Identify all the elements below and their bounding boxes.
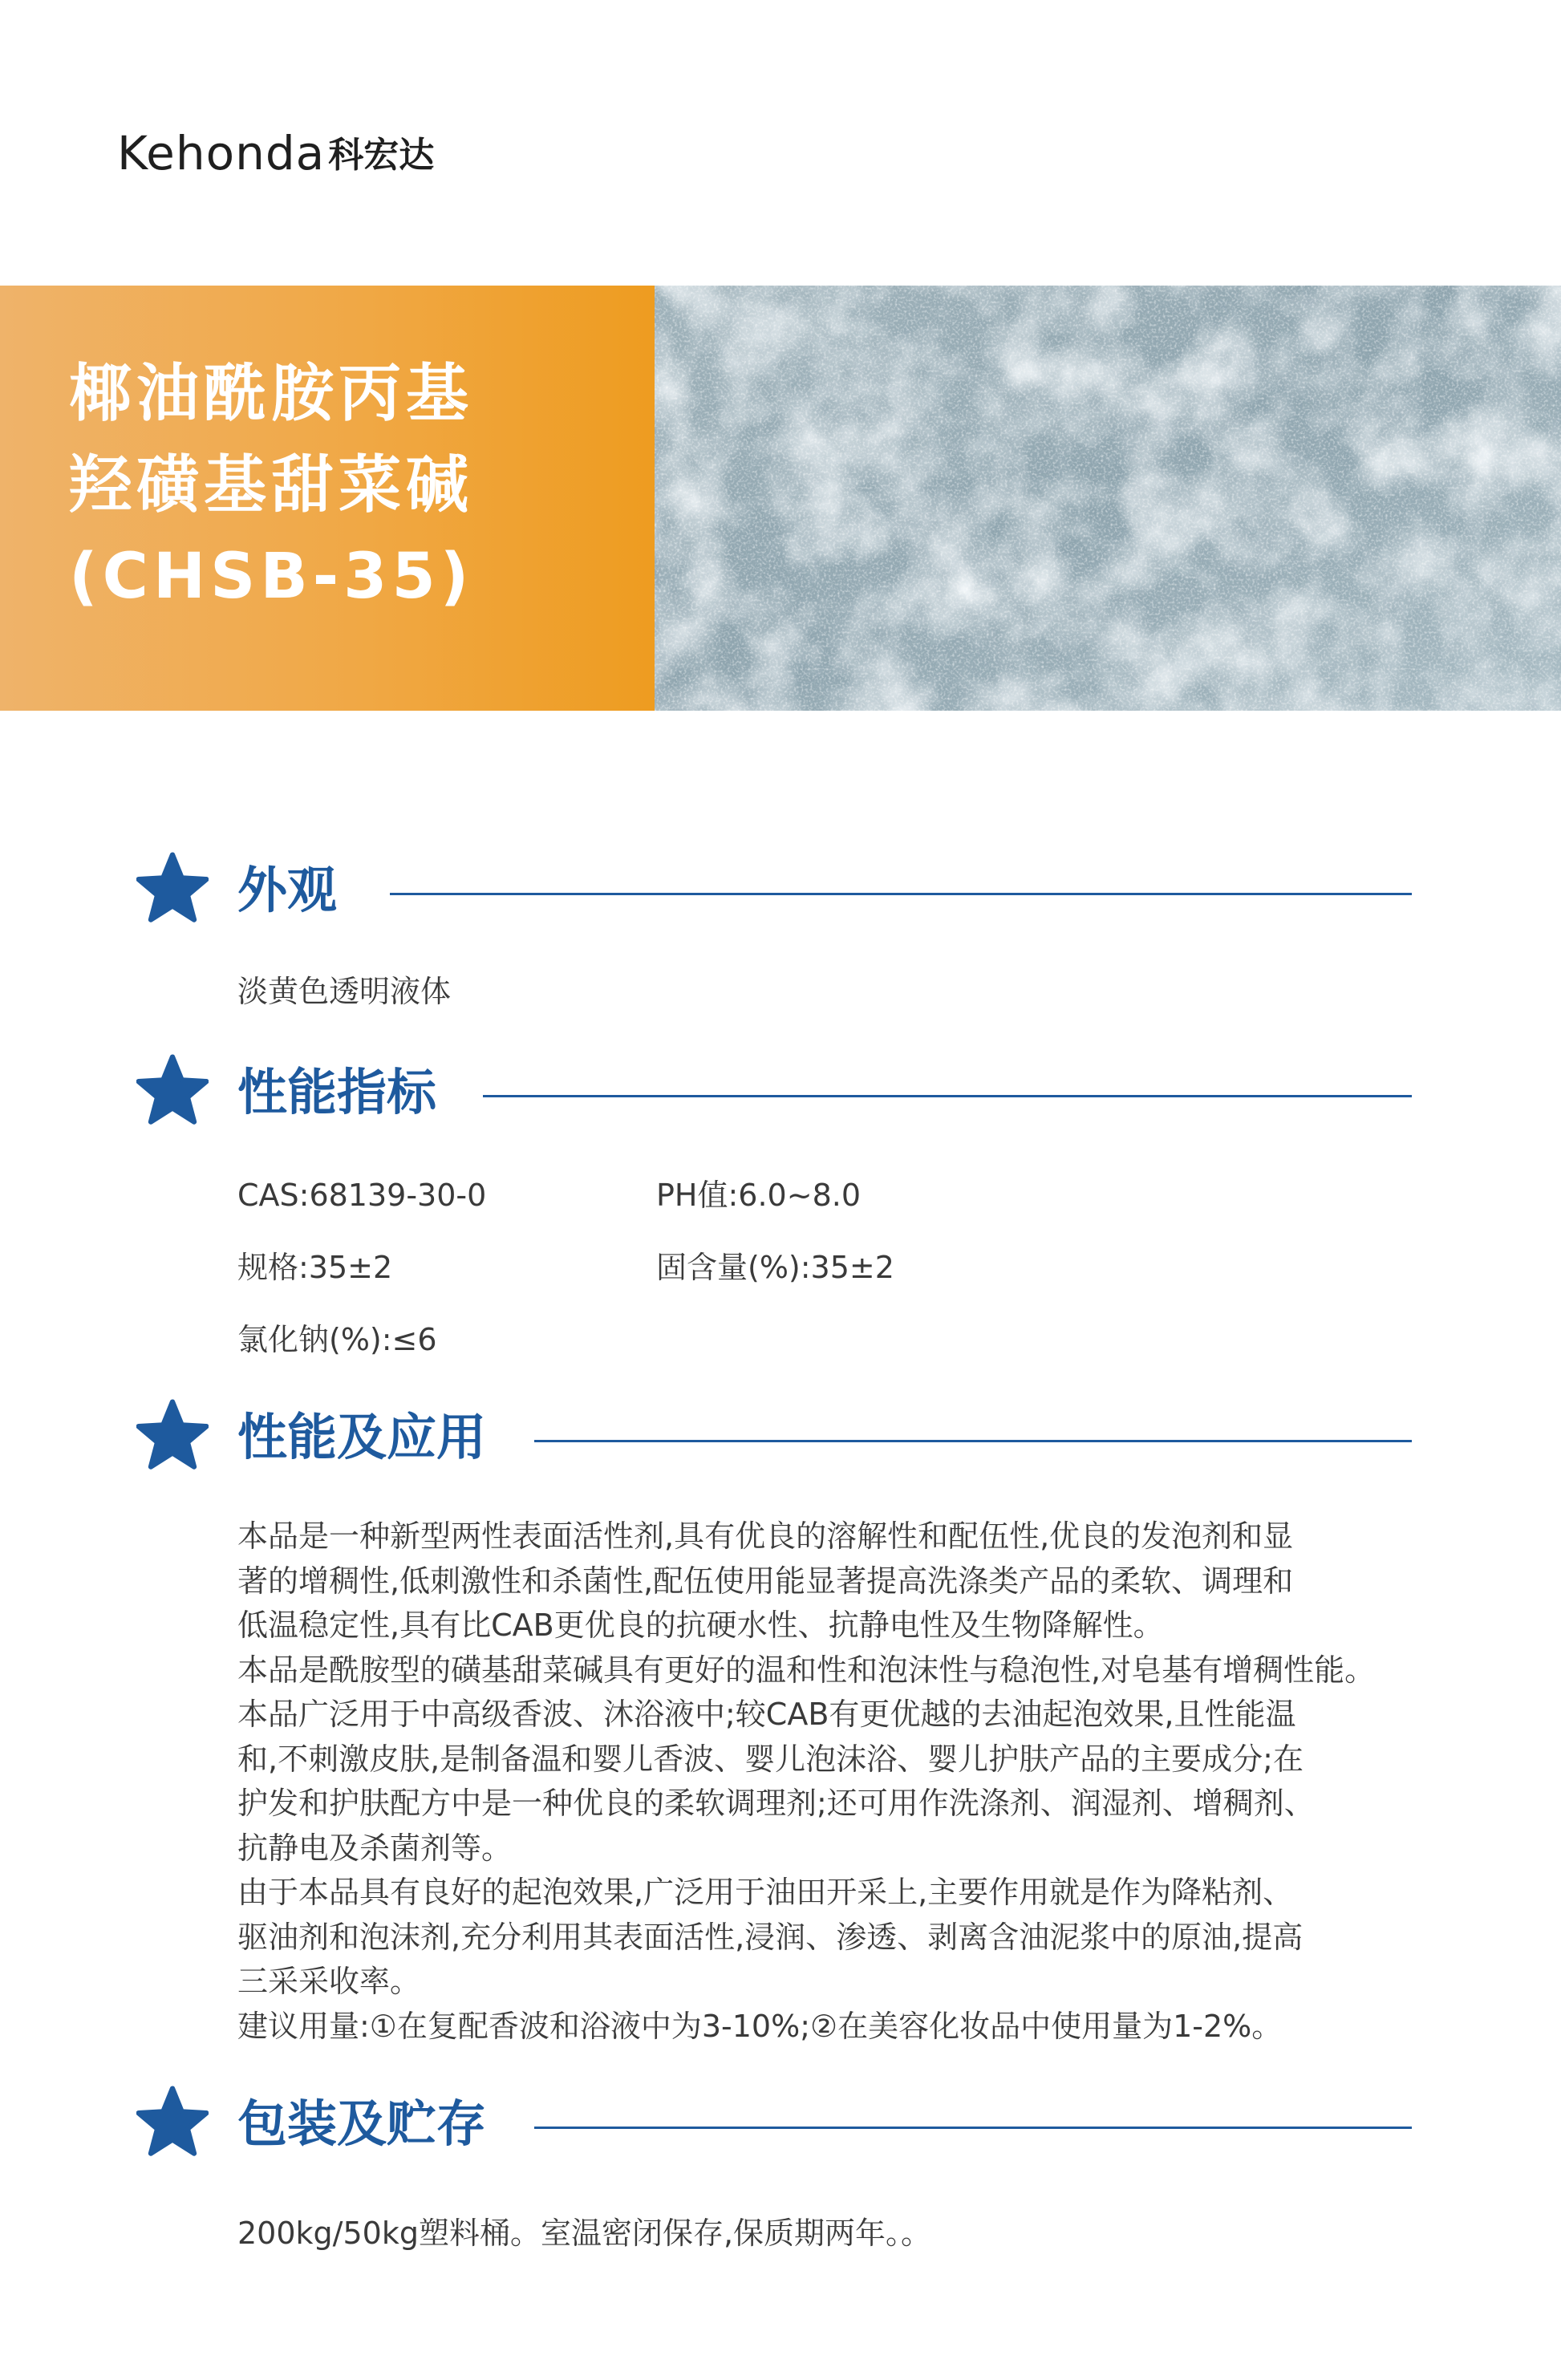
application-line: 低温稳定性,具有比CAB更优良的抗硬水性、抗静电性及生物降解性。 [237,1608,1164,1643]
packaging-text: 200kg/50kg塑料桶。室温密闭保存,保质期两年。。 [237,2216,932,2251]
heading-rule [483,1095,1412,1097]
spec-solid-content: 固含量(%):35±2 [656,1250,894,1285]
spec-sodium-chloride: 氯化钠(%):≤6 [237,1322,437,1357]
application-line: 护发和护肤配方中是一种优良的柔软调理剂;还可用作洗涤剂、润湿剂、增稠剂、 [237,1786,1315,1821]
application-line: 抗静电及杀菌剂等。 [237,1830,513,1866]
heading-rule [390,893,1412,895]
product-title [69,348,647,622]
spec-cas: CAS:68139-30-0 [237,1178,487,1213]
application-line: 本品是一种新型两性表面活性剂,具有优良的溶解性和配伍性,优良的发泡剂和显 [237,1518,1294,1554]
application-line: 和,不刺激皮肤,是制备温和婴儿香波、婴儿泡沫浴、婴儿护肤产品的主要成分;在 [237,1741,1304,1777]
appearance-text: 淡黄色透明液体 [237,974,452,1009]
application-line: 本品广泛用于中高级香波、沐浴液中;较CAB有更优越的去油起泡效果,且性能温 [237,1697,1296,1732]
heading-text: 性能及应用 [237,1408,487,1466]
spec-ph: PH值:6.0~8.0 [656,1178,861,1213]
application-line: 由于本品具有良好的起泡效果,广泛用于油田开采上,主要作用就是作为降粘剂、 [237,1875,1294,1910]
star-icon [136,852,209,924]
application-line: 著的增稠性,低刺激性和杀菌性,配伍使用能显著提高洗涤类产品的柔软、调理和 [237,1563,1294,1599]
logo-cjk-text: 科宏达 [328,135,435,176]
application-line: 本品是酰胺型的磺基甜菜碱具有更好的温和性和泡沫性与稳泡性,对皂基有增稠性能。 [237,1652,1376,1688]
application-line: 建议用量:①在复配香波和浴液中为3-10%;②在美容化妆品中使用量为1-2%。 [237,2008,1283,2044]
star-icon [136,1054,209,1126]
logo-latin-text: Kehonda [117,126,326,180]
application-line: 三采采收率。 [237,1964,421,1999]
heading-text: 性能指标 [237,1063,437,1121]
foam-photo [655,286,1561,711]
star-icon [136,1399,209,1471]
heading-text: 包装及贮存 [237,2094,487,2153]
product-title-line-2: 羟磺基甜菜碱 [69,449,474,521]
application-paragraph [237,1514,1489,2049]
application-line: 驱油剂和泡沫剂,充分利用其表面活性,浸润、渗透、剥离含油泥浆中的原油,提高 [237,1919,1304,1955]
brand-logo [117,120,435,180]
section-heading-specs [136,1054,1412,1142]
section-heading-application [136,1399,1412,1487]
heading-rule [534,1440,1412,1442]
spec-grade: 规格:35±2 [237,1250,393,1285]
section-heading-appearance [136,852,1412,940]
product-title-line-1: 椰油酰胺丙基 [69,358,474,430]
section-heading-packaging [136,2086,1412,2174]
heading-text: 外观 [237,861,338,919]
product-title-line-3: (CHSB-35) [69,541,474,613]
heading-rule [534,2127,1412,2129]
star-icon [136,2086,209,2158]
title-banner [0,286,1561,711]
